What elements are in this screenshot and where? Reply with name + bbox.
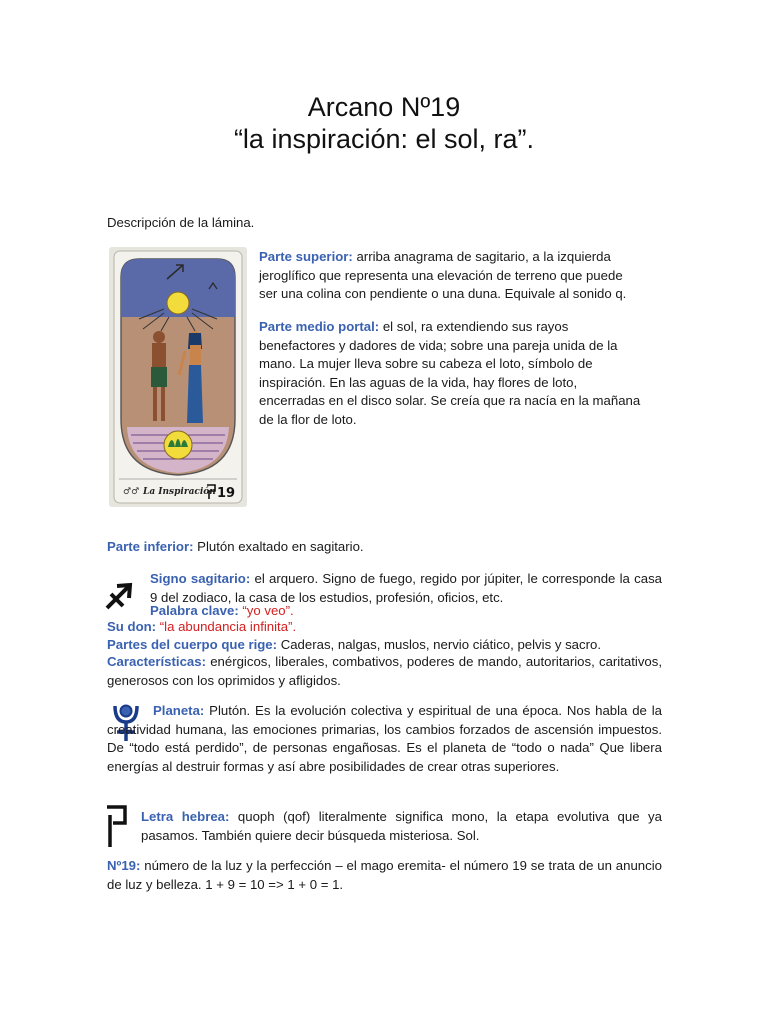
caracteristicas-label: Características:: [107, 654, 206, 669]
medio-text: el sol, ra extendiendo sus rayos benefactores y dadores de vida; sobre una pareja unida de la mano. La mujer lleva sobre su cabeza el loto, símbolo de inspiración. En las aguas de la vida, hay flores de loto, encerradas en el disco solar. Se creía que ra nacía en la mañana de la flor de loto.: [259, 319, 641, 427]
hebrew-qoph-icon: [105, 803, 127, 849]
superior-paragraph: [259, 248, 643, 304]
signo-text: el arquero. Signo de fuego, regido por júpiter, le corresponde la casa 9 del zodiaco, la casa de los estudios, profesión, oficios, etc.: [150, 571, 662, 605]
don-value: “la abundancia infinita”.: [159, 619, 297, 634]
superior-text: arriba anagrama de sagitario, a la izquierda jeroglífico que representa una elevación de terreno que puede ser una colina con pendiente o una duna. Equivale al sonido q.: [259, 249, 627, 301]
superior-label: Parte superior:: [259, 249, 353, 264]
sagittarius-icon: [103, 582, 135, 612]
partes-text: Caderas, nalgas, muslos, nervio ciático, pelvis y sacro.: [277, 637, 601, 652]
svg-text:♂♂: ♂♂: [123, 487, 140, 497]
letra-paragraph: [141, 808, 662, 845]
caracteristicas-paragraph: [107, 653, 662, 690]
planeta-paragraph: [107, 702, 662, 776]
inferior-text: Plutón exaltado en sagitario.: [193, 539, 364, 554]
don-label: Su don:: [107, 619, 157, 634]
inferior-paragraph: [107, 538, 663, 557]
numero-text: número de la luz y la perfección – el mago eremita- el número 19 se trata de un anuncio de luz y belleza. 1 + 9 = 10 => 1 + 0 = 1.: [107, 858, 662, 892]
medio-label: Parte medio portal:: [259, 319, 380, 334]
card-number: 19: [217, 486, 236, 501]
intro-text: Descripción de la lámina.: [107, 215, 255, 230]
caracteristicas-text: enérgicos, liberales, combativos, poderes de mando, autoritarios, caritativos, generosos con los oprimidos y afligidos.: [107, 654, 662, 688]
page-subtitle: “la inspiración: el sol, ra”.: [233, 124, 535, 154]
planeta-text: Plutón. Es la evolución colectiva y espiritual de una época. Nos habla de la creatividad humana, las emociones primarias, los cambios forzados de ascensión impuestos. De “todo está perdido”, de personas engañosas. Es el planeta de “todo o nada” Que libera energías al destruir formas y así abre posibilidades de crear otras superiores.: [107, 703, 662, 774]
medio-paragraph: [259, 318, 643, 429]
tarot-card-image: [109, 247, 247, 507]
partes-paragraph: [107, 636, 663, 655]
numero-label: Nº19:: [107, 858, 141, 873]
letra-label: Letra hebrea:: [141, 809, 230, 824]
letra-text: quoph (qof) literalmente significa mono, la etapa evolutiva que ya pasamos. También quiere decir búsqueda misteriosa. Sol.: [141, 809, 662, 843]
page-title: Arcano Nº19: [307, 92, 461, 122]
numero-paragraph: [107, 857, 662, 894]
inferior-label: Parte inferior:: [107, 539, 194, 554]
palabra-value: “yo veo”.: [242, 603, 294, 618]
signo-label: Signo sagitario:: [150, 571, 251, 586]
card-caption: La Inspiración: [143, 487, 216, 497]
planeta-label: Planeta:: [153, 703, 205, 718]
palabra-label: Palabra clave:: [150, 603, 239, 618]
partes-label: Partes del cuerpo que rige:: [107, 637, 278, 652]
don-line: [107, 618, 296, 637]
